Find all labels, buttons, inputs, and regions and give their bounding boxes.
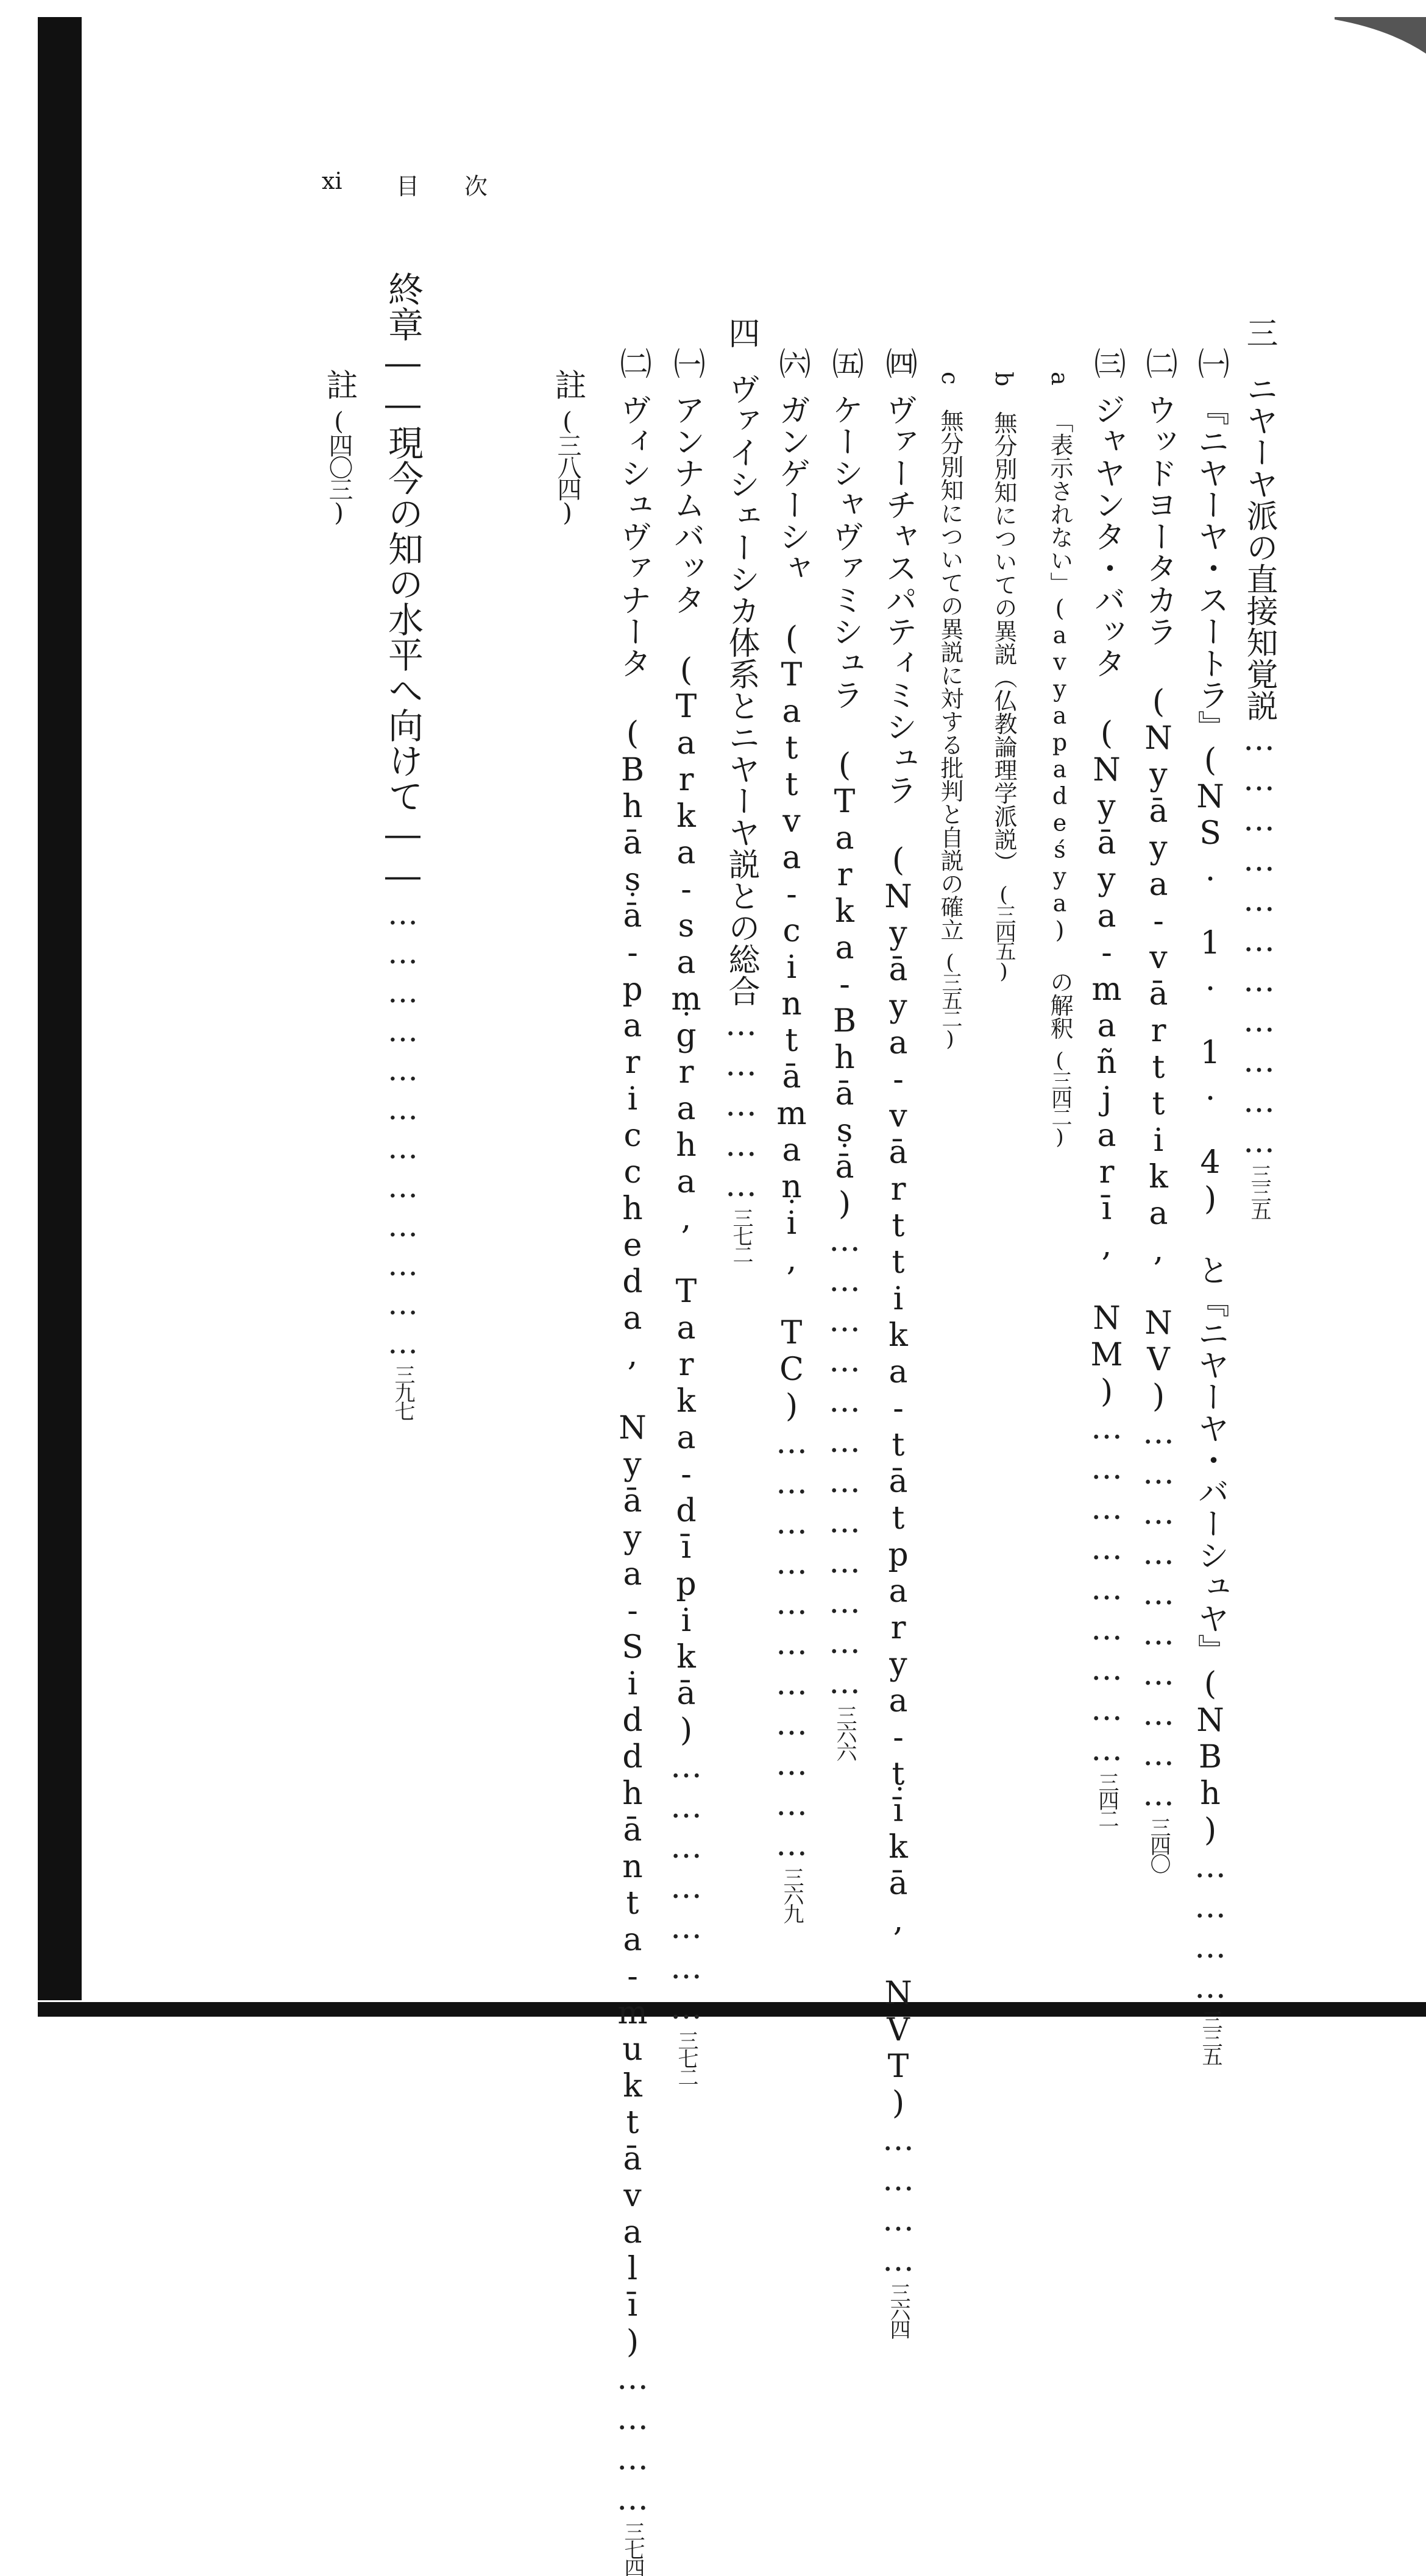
toc-item-3-5 [826,347,863,1760]
scan-edge-left [38,17,82,2000]
toc-page: 三四〇 [1146,1817,1171,1872]
toc-page: 三六六 [832,1705,857,1760]
toc-page: 三九七 [391,1364,415,1419]
toc-page: 三六九 [779,1867,804,1922]
toc-leader: …………………………… [773,1424,810,1867]
toc-leader: ………… [1192,1849,1229,2009]
toc-title: 無分別知についての異説（仏教論理学派説） [990,411,1017,874]
toc-page: 三七二 [729,1208,753,1262]
toc-num: ㈥ [773,347,810,379]
toc-title: ヴィシュヴァナータ (Bhāṣā-pariccheda, Nyāya-Siddhānta-muktāvalī) [614,394,651,2360]
toc-title: ヴァーチャスパティミシュラ (Nyāya-vārttika-tātparya-ṭīkā, NVT) [880,394,917,2121]
toc-num: c [937,372,963,385]
toc-leader: …………………………… [1241,721,1277,1164]
toc-page: 三四二 [1094,1772,1119,1827]
page-number: xi [322,168,342,194]
toc-page: 三三五 [1198,2009,1222,2064]
toc-item-3-4 [880,347,917,2337]
toc-title: ジャヤンタ・バッタ (Nyāya-mañjarī, NM) [1088,394,1125,1410]
toc-page: 三三五 [1247,1164,1271,1219]
toc-leader: ………………………… [1140,1415,1177,1817]
toc-title: 「表示されない」(avyapadeśya) の解釈 [1046,409,1073,1040]
toc-item-4-2 [614,347,651,2576]
toc-num: 三 [1241,317,1277,349]
toc-num: ㈢ [1088,347,1125,379]
toc-section-4 [725,317,757,1262]
toc-final-chapter [382,271,424,1419]
toc-subitem-b [992,372,1015,981]
toc-leader: …………… [723,1007,759,1208]
toc-subitem-c [938,372,962,1049]
scan-corner-shadow [1335,17,1426,54]
toc-item-3-3 [1088,347,1125,1827]
running-title-2: 次 [464,173,488,200]
toc-num: ㈠ [1192,347,1229,379]
toc-leader: ……………………………… [385,896,420,1364]
toc-page: 三六四 [886,2282,910,2337]
toc-title: 『ニヤーヤ・スートラ』(NS. 1. 1. 4) と『ニヤーヤ・バーシュヤ』(NBh) [1192,394,1229,1849]
toc-notes-label: 註 [321,369,357,400]
toc-page: (三五二) [938,950,962,1049]
toc-page: 三七四 [620,2521,645,2576]
toc-leader: ………… [614,2360,651,2521]
toc-title: ヴァイシェーシカ体系とニヤーヤ説との総合 [723,373,759,1007]
toc-num: ㈠ [668,347,704,379]
toc-leader: ……………………………… [826,1222,863,1705]
toc-num: a [1046,372,1073,386]
toc-subitem-a [1048,372,1071,1147]
toc-notes-1 [549,369,586,525]
toc-leader: ………… [880,2121,917,2282]
toc-item-4-1 [670,347,702,2085]
toc-num: ㈤ [826,347,863,379]
toc-page: (三四五) [991,882,1016,982]
toc-num: b [990,372,1017,387]
toc-page: (四〇三) [325,408,353,525]
toc-item-3-6 [773,347,810,1922]
toc-title: ウッドヨータカラ (Nyāya-vārttika, NV) [1140,394,1177,1415]
toc-title: ガンゲーシャ (Tattva-cintāmaṇi, TC) [773,394,810,1424]
toc-notes-label: 註 [549,369,586,400]
toc-section-3 [1243,317,1275,1219]
toc-title: アンナムバッタ (Tarka-saṃgraha, Tarka-dīpikā) [668,394,704,1749]
toc-num: ㈡ [1140,347,1177,379]
toc-page: 三七二 [674,2030,698,2085]
toc-item-3-1 [1192,347,1229,2064]
toc-title: ニヤーヤ派の直接知覚説 [1241,373,1277,721]
toc-title: 終章――現今の知の水平へ向けて―― [382,271,424,896]
toc-page: (三八四) [553,408,581,525]
toc-notes-2 [323,369,355,525]
toc-title: ケーシャヴァミシュラ (Tarka-Bhāṣā) [826,394,863,1222]
toc-page: (三四二) [1048,1048,1072,1147]
toc-title: 無分別知についての異説に対する批判と自説の確立 [937,409,963,942]
toc-leader: ………………… [668,1749,704,2030]
toc-num: 四 [723,317,759,349]
toc-num: ㈡ [614,347,651,379]
toc-leader: ……………………… [1088,1410,1125,1772]
running-title-1: 目 [396,173,420,200]
toc-item-3-2 [1140,347,1177,1872]
toc-num: ㈣ [880,347,917,379]
